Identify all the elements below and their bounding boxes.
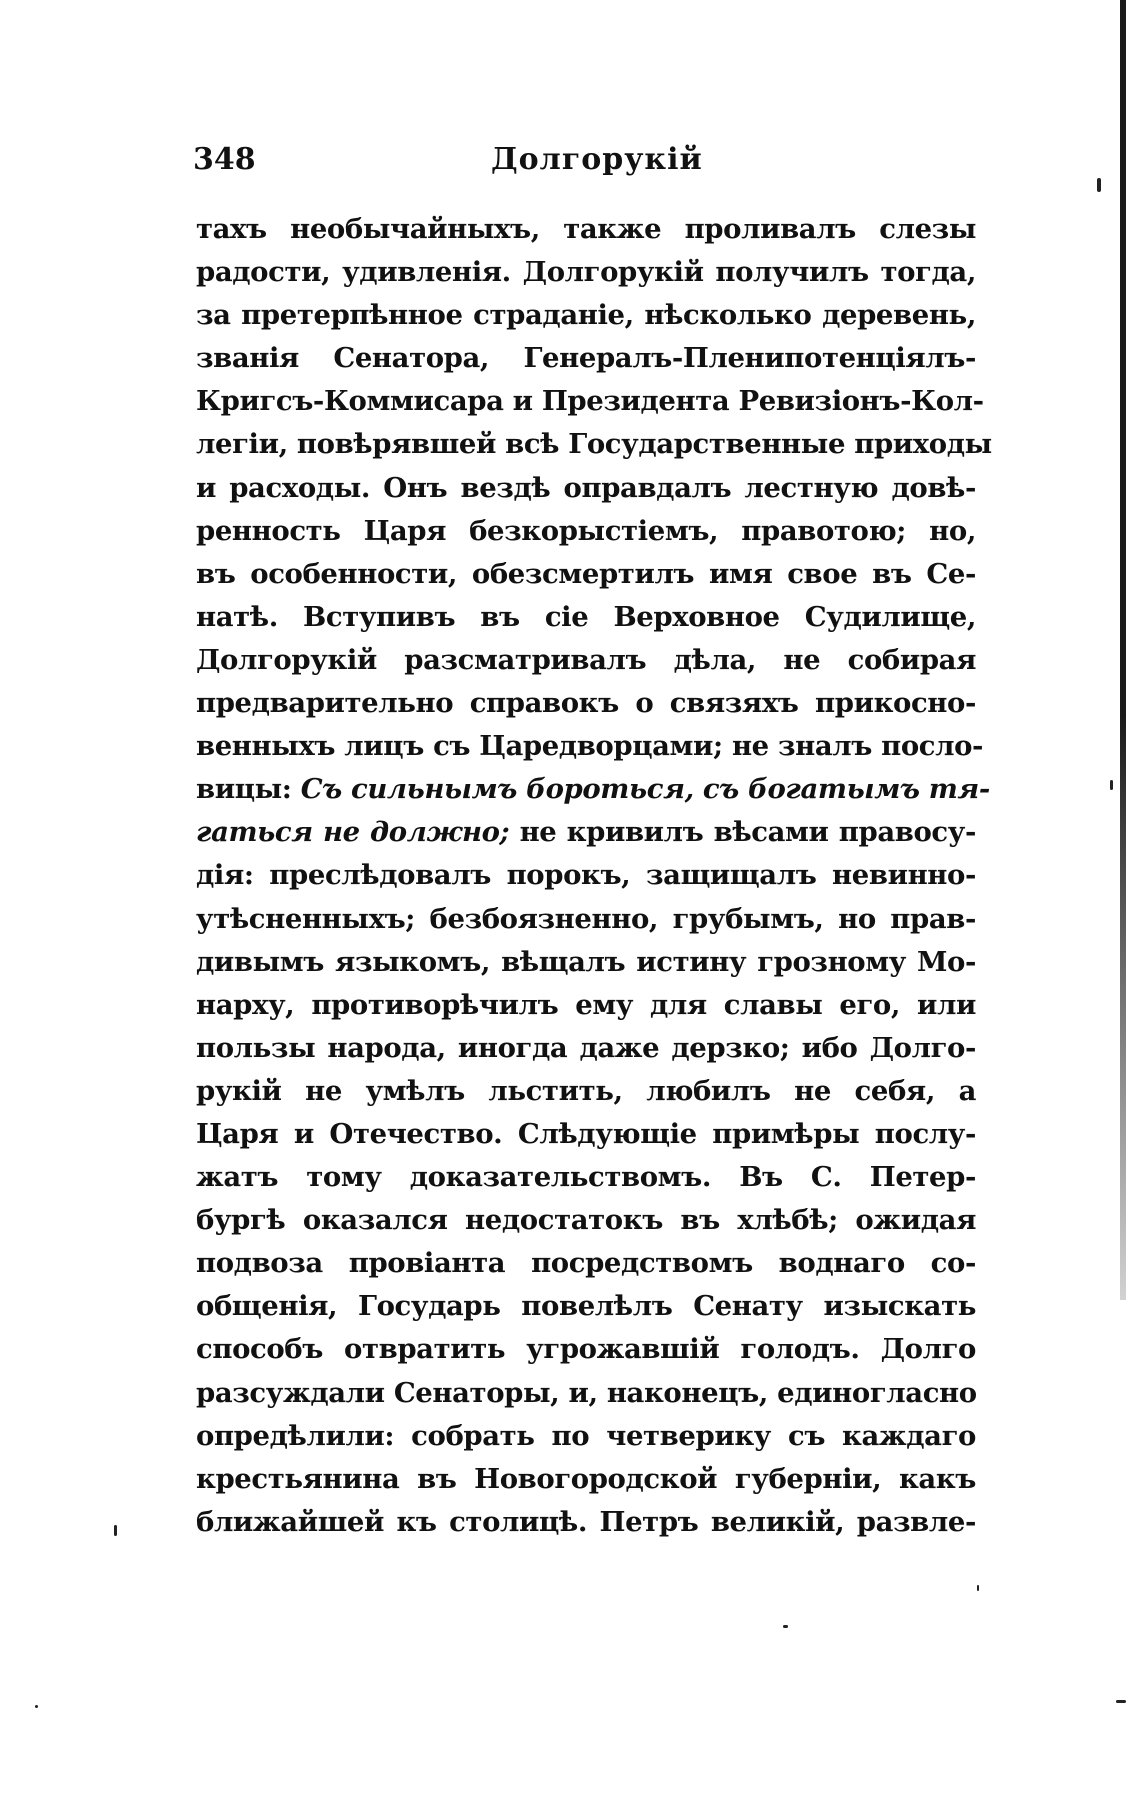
text-line [196, 596, 976, 639]
text-line [196, 1113, 976, 1156]
text-segment: званія Сенатора, Генералъ-Пленипотенціялъ- [196, 342, 976, 375]
text-line [196, 768, 990, 811]
text-line [196, 1458, 976, 1501]
text-line [196, 423, 992, 466]
text-segment: дія: преслѣдовалъ порокъ, защищалъ невинно- [196, 859, 976, 892]
running-head: Долгорукій [491, 142, 703, 177]
text-line [196, 1415, 976, 1458]
page-header [193, 138, 973, 182]
text-line [196, 1156, 976, 1199]
text-segment: ренность Царя безкорыстіемъ, правотою; но, [196, 514, 976, 547]
text-segment: пользы народа, иногда даже дерзко; ибо Долго- [196, 1031, 976, 1064]
italic-proverb: гаться не должно; [196, 816, 510, 849]
scan-speck [977, 1585, 979, 1591]
page-number: 348 [193, 142, 256, 177]
text-line [196, 1328, 976, 1371]
text-line [196, 941, 976, 984]
scan-edge-line [1120, 0, 1126, 1300]
text-segment: не кривилъ вѣсами правосу- [509, 816, 976, 849]
text-line [196, 510, 976, 553]
scan-speck [35, 1705, 38, 1708]
text-line [196, 208, 976, 251]
text-line [196, 1242, 976, 1285]
scan-speck [1097, 178, 1101, 192]
text-segment: вицы: [196, 773, 301, 806]
text-line [196, 337, 976, 380]
text-segment: въ особенности, обезсмертилъ имя свое въ Се- [196, 557, 976, 590]
text-segment: предварительно справокъ о связяхъ прикосно- [196, 687, 976, 720]
text-segment: натѣ. Вступивъ въ сіе Верховное Судилище, [196, 600, 976, 633]
scan-speck [1110, 780, 1113, 790]
text-segment: разсуждали Сенаторы, и, наконецъ, единогласно [196, 1376, 977, 1409]
text-segment: утѣсненныхъ; безбоязненно, грубымъ, но прав- [196, 902, 976, 935]
text-segment: дивымъ языкомъ, вѣщалъ истину грозному Мо- [196, 945, 976, 978]
text-segment: бургѣ оказался недостатокъ въ хлѣбѣ; ожидая [196, 1204, 976, 1237]
text-segment: способъ отвратить угрожавшій голодъ. Долго [196, 1333, 976, 1366]
text-segment: Царя и Отечество. Слѣдующіе примѣры послу- [196, 1117, 976, 1150]
text-segment: легіи, повѣрявшей всѣ Государственные приходы [196, 428, 992, 461]
text-segment: венныхъ лицъ съ Царедворцами; не зналъ посло- [196, 730, 984, 763]
text-line [196, 984, 976, 1027]
text-line [196, 380, 984, 423]
text-line [196, 682, 976, 725]
text-segment: рукій не умѣлъ льстить, любилъ не себя, а [196, 1074, 976, 1107]
text-line [196, 725, 984, 768]
scan-speck [783, 1625, 788, 1628]
text-line [196, 898, 976, 941]
text-segment: подвоза провіанта посредствомъ воднаго со- [196, 1247, 976, 1280]
body-text [196, 208, 992, 1544]
text-segment: и расходы. Онъ вездѣ оправдалъ лестную довѣ- [196, 471, 976, 504]
text-line [196, 1372, 976, 1415]
text-segment: крестьянина въ Новогородской губерніи, какъ [196, 1462, 976, 1495]
text-segment: опредѣлили: собрать по четверику съ каждаго [196, 1419, 976, 1452]
text-line [196, 639, 976, 682]
text-line [196, 467, 976, 510]
text-line [196, 294, 976, 337]
italic-proverb: Съ сильнымъ бороться, съ богатымъ тя- [300, 773, 990, 806]
scan-speck [1116, 1700, 1126, 1703]
text-segment: нарху, противорѣчилъ ему для славы его, или [196, 988, 976, 1021]
text-segment: ближайшей къ столицѣ. Петръ великій, развле- [196, 1505, 976, 1538]
text-line [196, 1070, 976, 1113]
text-line [196, 1027, 976, 1070]
text-segment: тахъ необычайныхъ, также проливалъ слезы [196, 213, 976, 245]
text-segment: общенія, Государь повелѣлъ Сенату изыскать [196, 1290, 976, 1323]
text-line [196, 1501, 976, 1544]
text-line [196, 1199, 976, 1242]
text-segment: за претерпѣнное страданіе, нѣсколько деревень, [196, 299, 976, 332]
text-segment: радости, удивленія. Долгорукій получилъ тогда, [196, 256, 976, 289]
text-line [196, 811, 976, 854]
text-line [196, 1285, 976, 1328]
text-line [196, 251, 976, 294]
text-segment: жатъ тому доказательствомъ. Въ С. Петер- [196, 1161, 976, 1194]
text-line [196, 854, 976, 897]
scan-speck [114, 1525, 117, 1536]
text-line [196, 553, 976, 596]
text-segment: Долгорукій разсматривалъ дѣла, не собирая [196, 643, 976, 676]
text-segment: Кригсъ-Коммисара и Президента Ревизіонъ-Кол- [196, 385, 984, 418]
